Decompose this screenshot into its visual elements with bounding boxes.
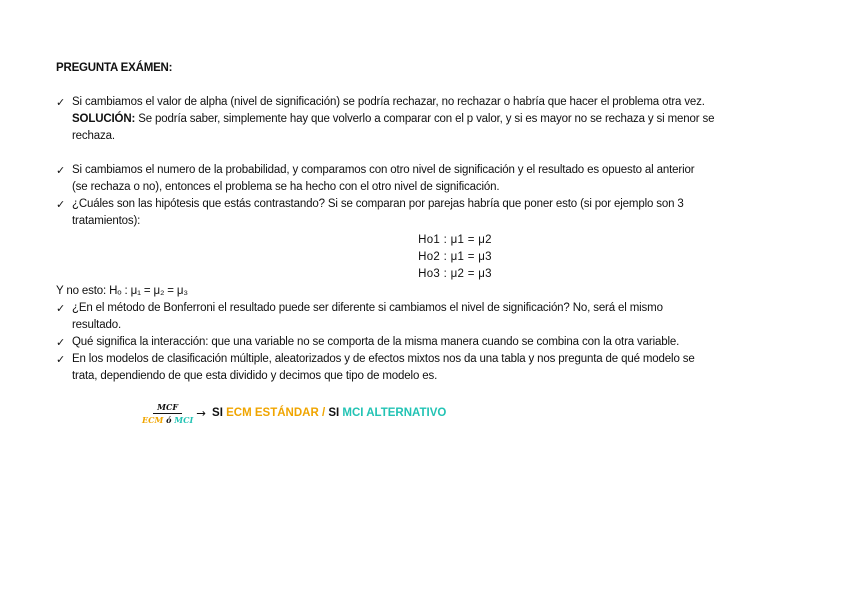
- page-heading: PREGUNTA EXÁMEN:: [56, 62, 173, 74]
- list-item-probability-body: [56, 162, 801, 196]
- list-item-models-body: [56, 351, 801, 385]
- checkmark-icon: ✓: [56, 164, 66, 177]
- denominator-or: ó: [163, 415, 175, 425]
- solution-text: Se podría saber, simplemente hay que volverlo a comparar con el p valor, y si es mayor no se rechaza y si menor se: [135, 113, 715, 125]
- list-item-hypotheses: [56, 196, 801, 230]
- list-item-interaction: [56, 334, 801, 351]
- hypothesis-1: Ho1 : μ1 = μ2: [418, 234, 492, 246]
- checkmark-icon: ✓: [56, 96, 66, 109]
- list-item-hypotheses-line2: tratamientos):: [72, 215, 141, 227]
- formula-si-2: SI: [328, 407, 343, 419]
- list-item-models: [56, 351, 801, 385]
- ecm-standard-label: ECM ESTÁNDAR: [226, 407, 319, 419]
- hypothesis-2: Ho2 : μ1 = μ3: [418, 251, 492, 263]
- list-item-probability: [56, 162, 801, 196]
- list-item-bonferroni-line2: resultado.: [72, 319, 122, 331]
- list-item-alpha-line3: rechaza.: [72, 130, 115, 142]
- checkmark-icon: ✓: [56, 302, 66, 315]
- denominator-mci: MCI: [174, 415, 194, 425]
- not-this-line: Y no esto: Hₒ : μ₁ = μ₂ = μ₃: [56, 285, 188, 297]
- list-item-interaction-line1: Qué significa la interacción: que una variable no se comporta de la misma manera cuando se combina con la otra variable.: [72, 336, 680, 348]
- list-item-bonferroni-line1: ¿En el método de Bonferroni el resultado puede ser diferente si cambiamos el nivel de significación? No, será el mismo: [72, 302, 663, 314]
- fraction: [142, 402, 193, 425]
- checkmark-icon: ✓: [56, 353, 66, 366]
- checkmark-icon: ✓: [56, 336, 66, 349]
- list-item-alpha-solution: [72, 111, 801, 128]
- list-item-alpha-body: [56, 94, 801, 145]
- list-item-hypotheses-body: [56, 196, 801, 230]
- fraction-denominator: [142, 414, 193, 425]
- hypothesis-3: Ho3 : μ2 = μ3: [418, 268, 492, 280]
- list-item-probability-line1: Si cambiamos el numero de la probabilidad, y comparamos con otro nivel de significación y el resultado es opuesto al anterior: [72, 164, 695, 176]
- list-item-interaction-body: [56, 334, 801, 351]
- list-item-bonferroni: [56, 300, 801, 334]
- denominator-ecm: ECM: [142, 415, 164, 425]
- solution-label: SOLUCIÓN:: [72, 113, 136, 125]
- list-item-models-line2: trata, dependiendo de que esta dividido y decimos que tipo de modelo es.: [72, 370, 438, 382]
- fraction-numerator: MCF: [153, 402, 182, 414]
- list-item-models-line1: En los modelos de clasificación múltiple, aleatorizados y de efectos mixtos nos da una tabla y nos pregunta de qué modelo se: [72, 353, 695, 365]
- list-item-probability-line2: (se rechaza o no), entonces el problema se ha hecho con el otro nivel de significación.: [72, 181, 500, 193]
- list-item-alpha-line1: Si cambiamos el valor de alpha (nivel de significación) se podría rechazar, no rechazar o habría que hacer el problema otra vez.: [72, 96, 705, 108]
- formula-line: [142, 402, 446, 425]
- list-item-alpha: [56, 94, 801, 145]
- list-item-hypotheses-line1: ¿Cuáles son las hipótesis que estás contrastando? Si se comparan por parejas habría que poner esto (si por ejemplo son 3: [72, 198, 684, 210]
- mci-alternative-label: MCI ALTERNATIVO: [342, 407, 447, 419]
- formula-slash: /: [318, 407, 329, 419]
- formula-si-1: SI: [208, 407, 227, 419]
- list-item-bonferroni-body: [56, 300, 801, 334]
- arrow-right-icon: →: [196, 406, 206, 420]
- checkmark-icon: ✓: [56, 198, 66, 211]
